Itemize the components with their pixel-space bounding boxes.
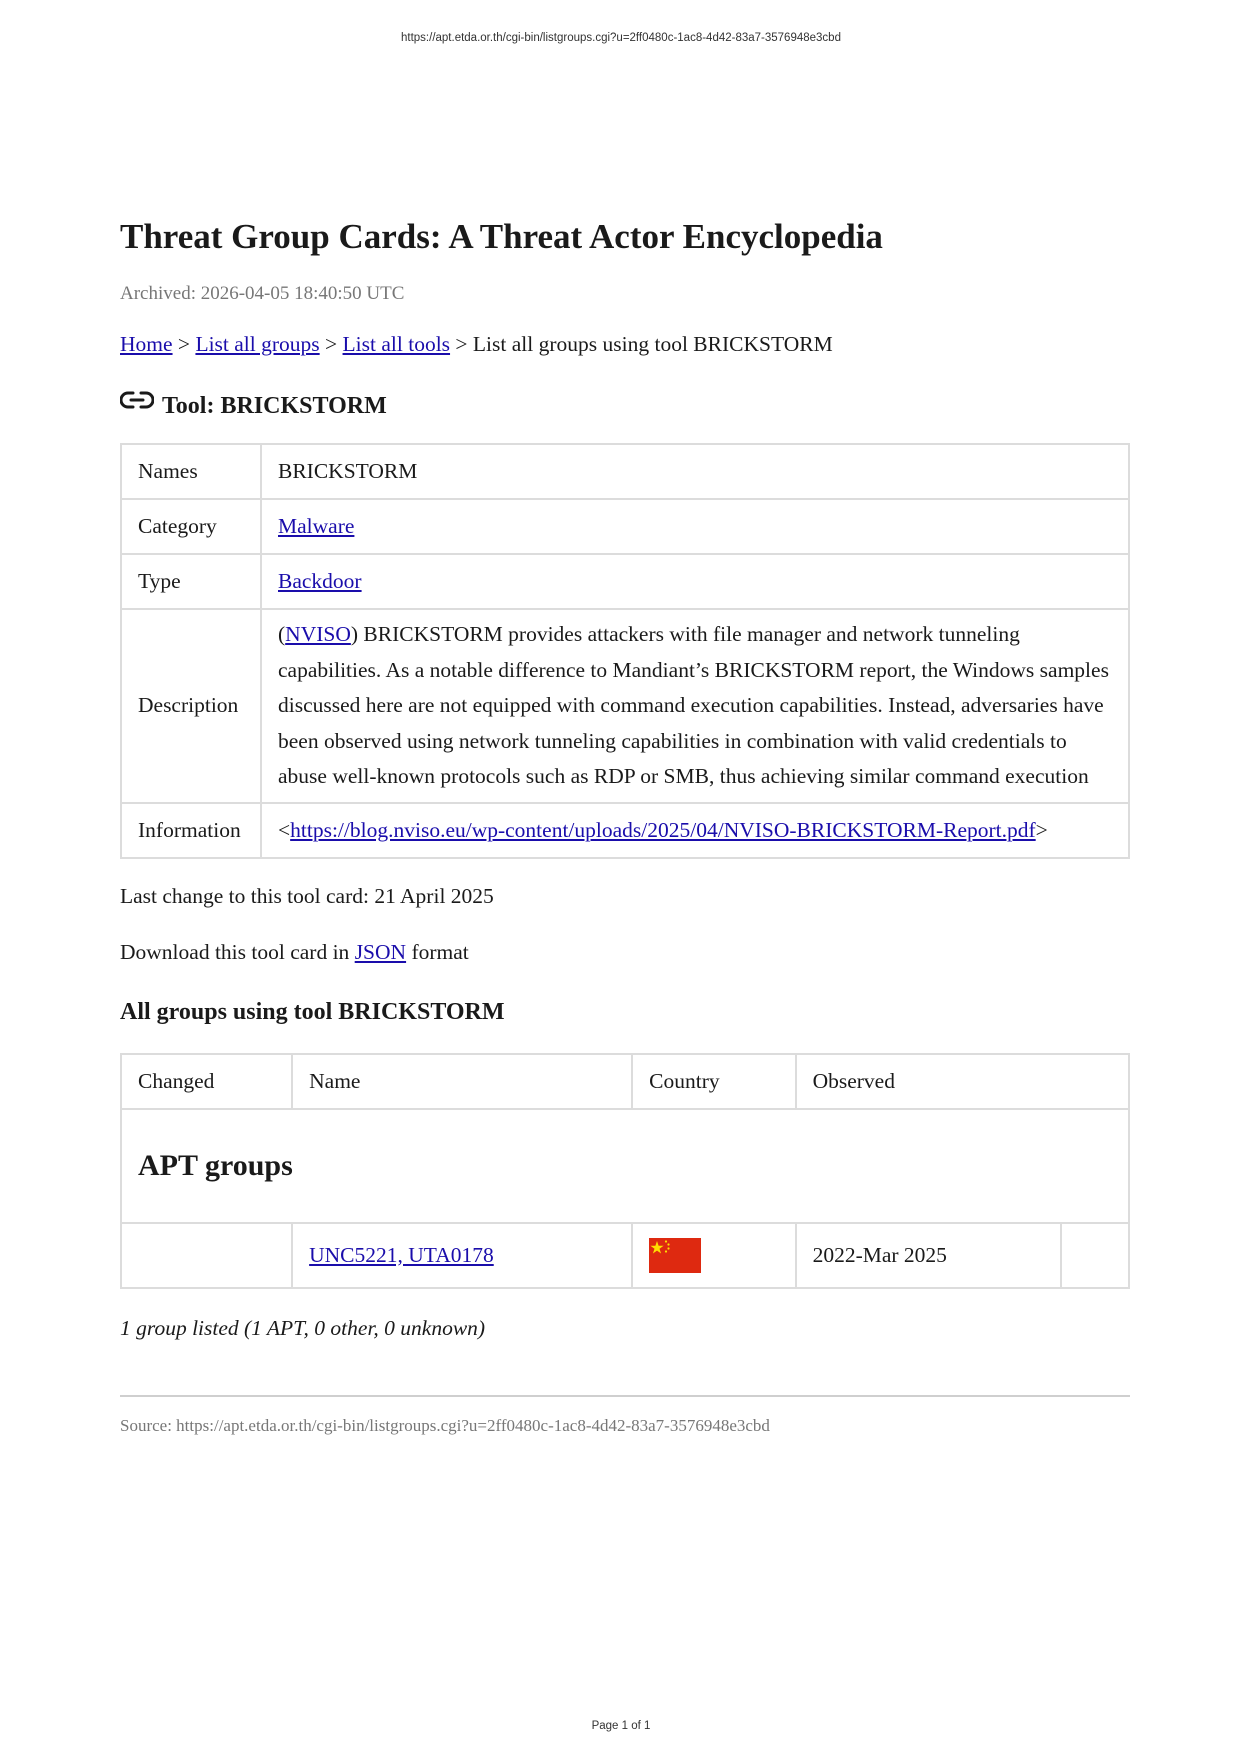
breadcrumb-groups-link[interactable]: List all groups xyxy=(195,332,320,356)
breadcrumb-separator: > xyxy=(172,332,196,356)
breadcrumb-current: > List all groups using tool BRICKSTORM xyxy=(450,332,833,356)
information-report-link[interactable]: https://blog.nviso.eu/wp-content/uploads/2025/04/NVISO-BRICKSTORM-Report.pdf xyxy=(290,817,1036,842)
breadcrumb-separator: > xyxy=(319,332,343,356)
description-source-link[interactable]: NVISO xyxy=(285,622,351,646)
column-header-changed: Changed xyxy=(121,1054,292,1109)
link-icon xyxy=(120,389,154,411)
tool-heading xyxy=(120,389,1130,421)
row-label: Category xyxy=(121,499,261,554)
table-row xyxy=(121,444,1129,499)
source-url: Source: https://apt.etda.or.th/cgi-bin/listgroups.cgi?u=2ff0480c-1ac8-4d42-83a7-3576948e3cbd xyxy=(120,1415,770,1435)
description-paren: ( xyxy=(278,622,286,646)
archived-timestamp: Archived: 2026-04-05 18:40:50 UTC xyxy=(120,283,405,304)
breadcrumb xyxy=(120,329,1130,359)
download-prefix: Download this tool card in xyxy=(120,939,355,964)
info-bracket-close: > xyxy=(1035,817,1048,842)
tool-category-cell xyxy=(261,499,1129,554)
category-malware-link[interactable]: Malware xyxy=(278,514,355,538)
last-change-text: Last change to this tool card: 21 April 2025 xyxy=(120,883,494,908)
page-title: Threat Group Cards: A Threat Actor Encyclopedia xyxy=(120,217,883,256)
group-changed-cell xyxy=(121,1223,292,1288)
group-name-link[interactable]: UNC5221, UTA0178 xyxy=(309,1242,494,1267)
column-header-name: Name xyxy=(292,1054,632,1109)
type-backdoor-link[interactable]: Backdoor xyxy=(278,569,362,593)
tool-type-cell xyxy=(261,554,1129,609)
groups-summary: 1 group listed (1 APT, 0 other, 0 unknown) xyxy=(120,1315,486,1340)
section-title-apt-groups: APT groups xyxy=(121,1109,1129,1223)
group-name-cell xyxy=(292,1223,632,1288)
tool-information xyxy=(261,803,1129,858)
download-suffix: format xyxy=(406,939,469,964)
table-row xyxy=(121,609,1129,803)
table-header-row xyxy=(121,1054,1129,1109)
tool-names-value: BRICKSTORM xyxy=(261,444,1129,499)
tool-heading-text: Tool: BRICKSTORM xyxy=(162,393,387,419)
page-content xyxy=(120,212,1130,1437)
divider xyxy=(120,1395,1130,1397)
page-number: Page 1 of 1 xyxy=(591,1720,651,1732)
download-line xyxy=(120,937,1130,967)
section-row xyxy=(121,1109,1129,1223)
download-json-link[interactable]: JSON xyxy=(354,939,407,964)
column-header-observed: Observed xyxy=(796,1054,1129,1109)
tool-info-table xyxy=(120,443,1130,859)
table-row xyxy=(121,499,1129,554)
description-text: ) BRICKSTORM provides attackers with file manager and network tunneling capabilities. As a notable difference to Mandiant’s BRICKSTORM report, the Windows samples discussed here are not equipped with command execution capabilities. Instead, adversaries have been observed using network tunneling capabilities in combination with valid credentials to abuse well-known protocols such as RDP or SMB, thus achieving similar command execution xyxy=(278,622,1109,788)
breadcrumb-tools-link[interactable]: List all tools xyxy=(342,332,451,356)
row-label: Information xyxy=(121,803,261,858)
group-country-cell xyxy=(632,1223,795,1288)
tool-description xyxy=(261,609,1129,803)
china-flag-icon xyxy=(649,1238,701,1273)
row-label: Type xyxy=(121,554,261,609)
table-row xyxy=(121,803,1129,858)
groups-heading: All groups using tool BRICKSTORM xyxy=(120,998,505,1025)
column-header-country: Country xyxy=(632,1054,795,1109)
table-row xyxy=(121,1223,1129,1288)
table-row xyxy=(121,554,1129,609)
print-header-url: https://apt.etda.or.th/cgi-bin/listgroups.cgi?u=2ff0480c-1ac8-4d42-83a7-3576948e3cbd xyxy=(401,32,841,44)
group-extra-cell xyxy=(1061,1223,1129,1288)
group-observed-cell: 2022-Mar 2025 xyxy=(796,1223,1061,1288)
info-bracket-open: < xyxy=(278,817,291,842)
groups-table xyxy=(120,1053,1130,1289)
breadcrumb-home-link[interactable]: Home xyxy=(120,332,173,356)
row-label: Names xyxy=(121,444,261,499)
row-label: Description xyxy=(121,609,261,803)
